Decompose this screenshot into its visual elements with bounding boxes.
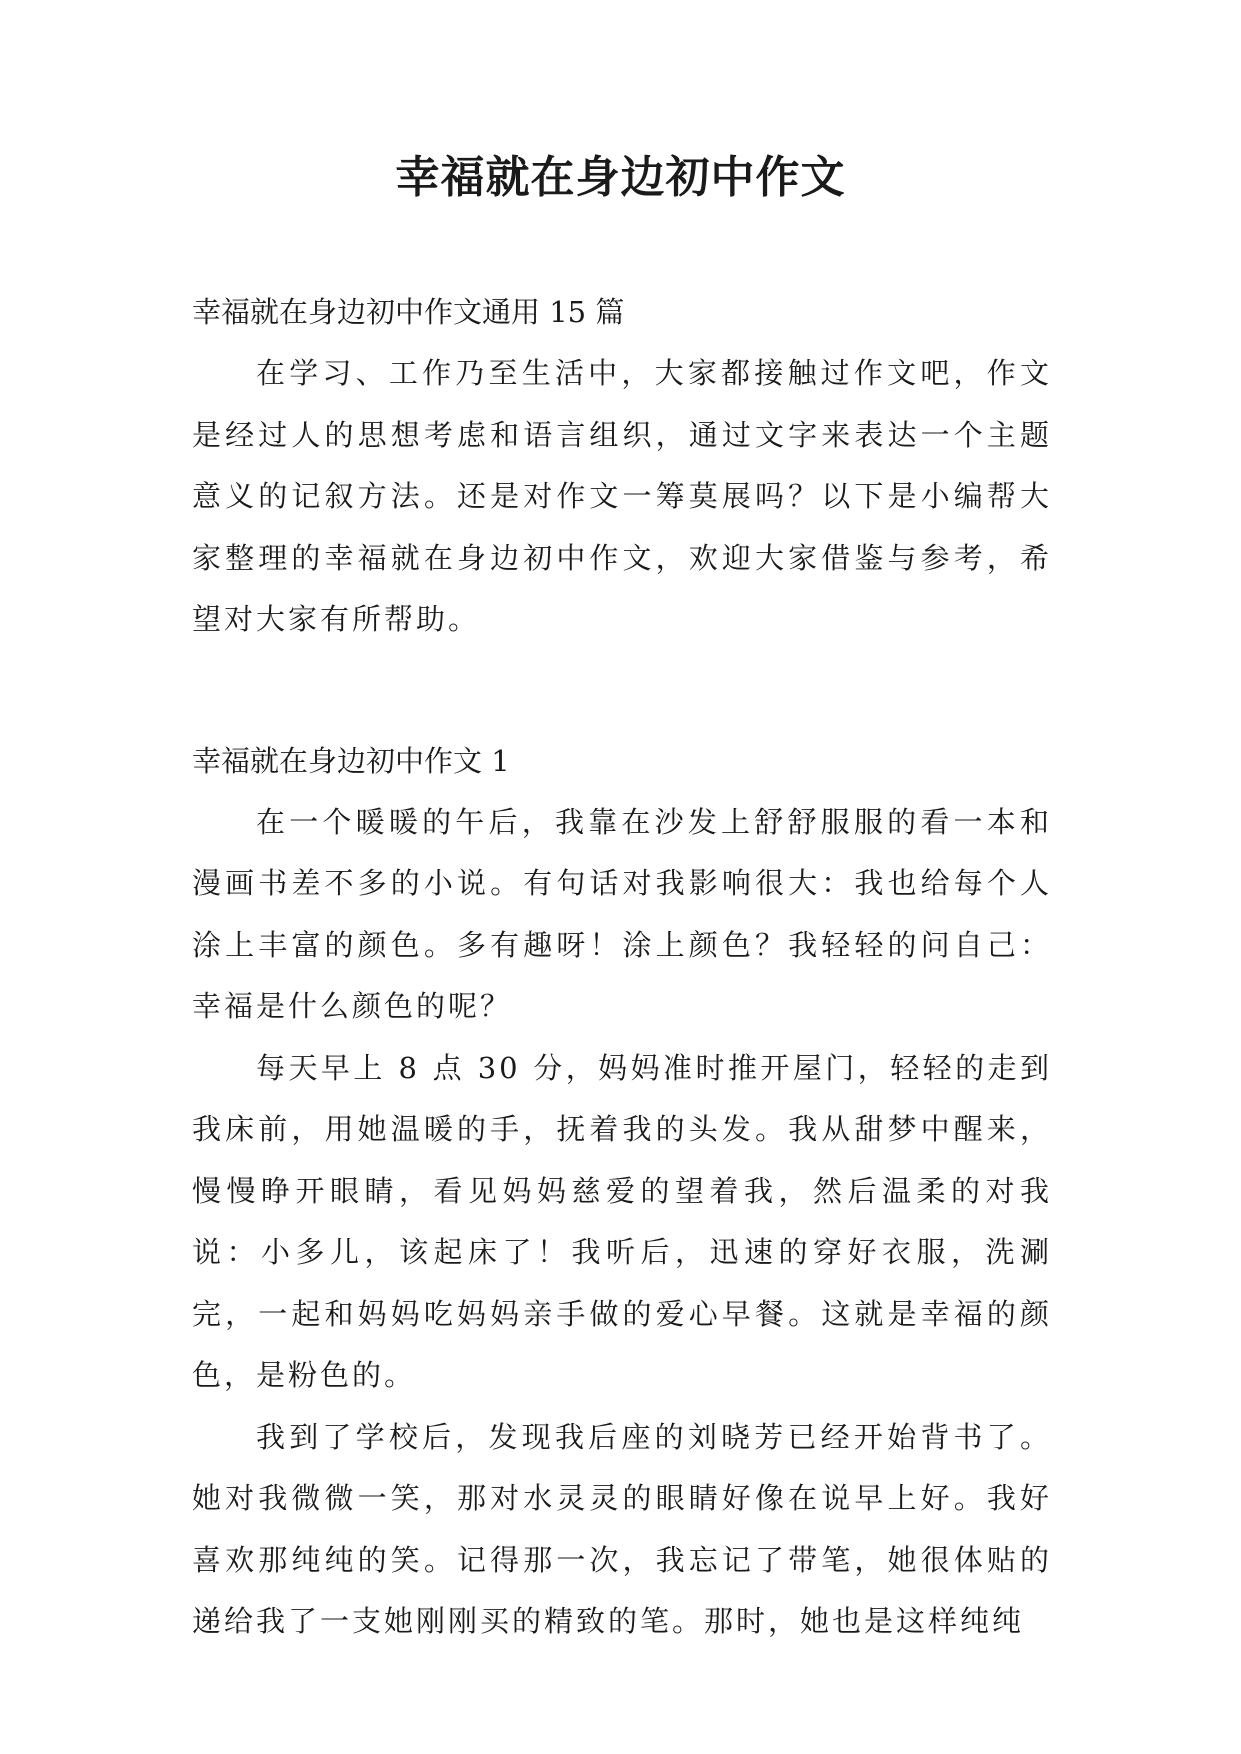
- section-heading: 幸福就在身边初中作文 1: [192, 743, 510, 778]
- document-body: [192, 290, 1052, 1653]
- body-paragraph: 在一个暖暖的午后，我靠在沙发上舒舒服服的看一本和漫画书差不多的小说。有句话对我影响很大：我也给每个人涂上丰富的颜色。多有趣呀！涂上颜色？我轻轻的问自己：幸福是什么颜色的呢？: [192, 804, 1052, 1023]
- intro-paragraph: 在学习、工作乃至生活中，大家都接触过作文吧，作文是经过人的思想考虑和语言组织，通过文字来表达一个主题意义的记叙方法。还是对作文一筹莫展吗？以下是小编帮大家整理的幸福就在身边初中作文，欢迎大家借鉴与参考，希望对大家有所帮助。: [192, 356, 1052, 636]
- body-paragraph: 每天早上 8 点 30 分，妈妈准时推开屋门，轻轻的走到我床前，用她温暖的手，抚着我的头发。我从甜梦中醒来，慢慢睁开眼睛，看见妈妈慈爱的望着我，然后温柔的对我说：小多儿，该起床了！我听后，迅速的穿好衣服，洗涮完，一起和妈妈吃妈妈亲手做的爱心早餐。这就是幸福的颜色，是粉色的。: [192, 1050, 1052, 1392]
- body-paragraph: 我到了学校后，发现我后座的刘晓芳已经开始背书了。她对我微微一笑，那对水灵灵的眼睛好像在说早上好。我好喜欢那纯纯的笑。记得那一次，我忘记了带笔，她很体贴的递给我了一支她刚刚买的精致的笔。那时，她也是这样纯纯: [192, 1419, 1052, 1638]
- document-title: 幸福就在身边初中作文: [395, 152, 846, 203]
- document-subtitle: 幸福就在身边初中作文通用 15 篇: [192, 295, 625, 329]
